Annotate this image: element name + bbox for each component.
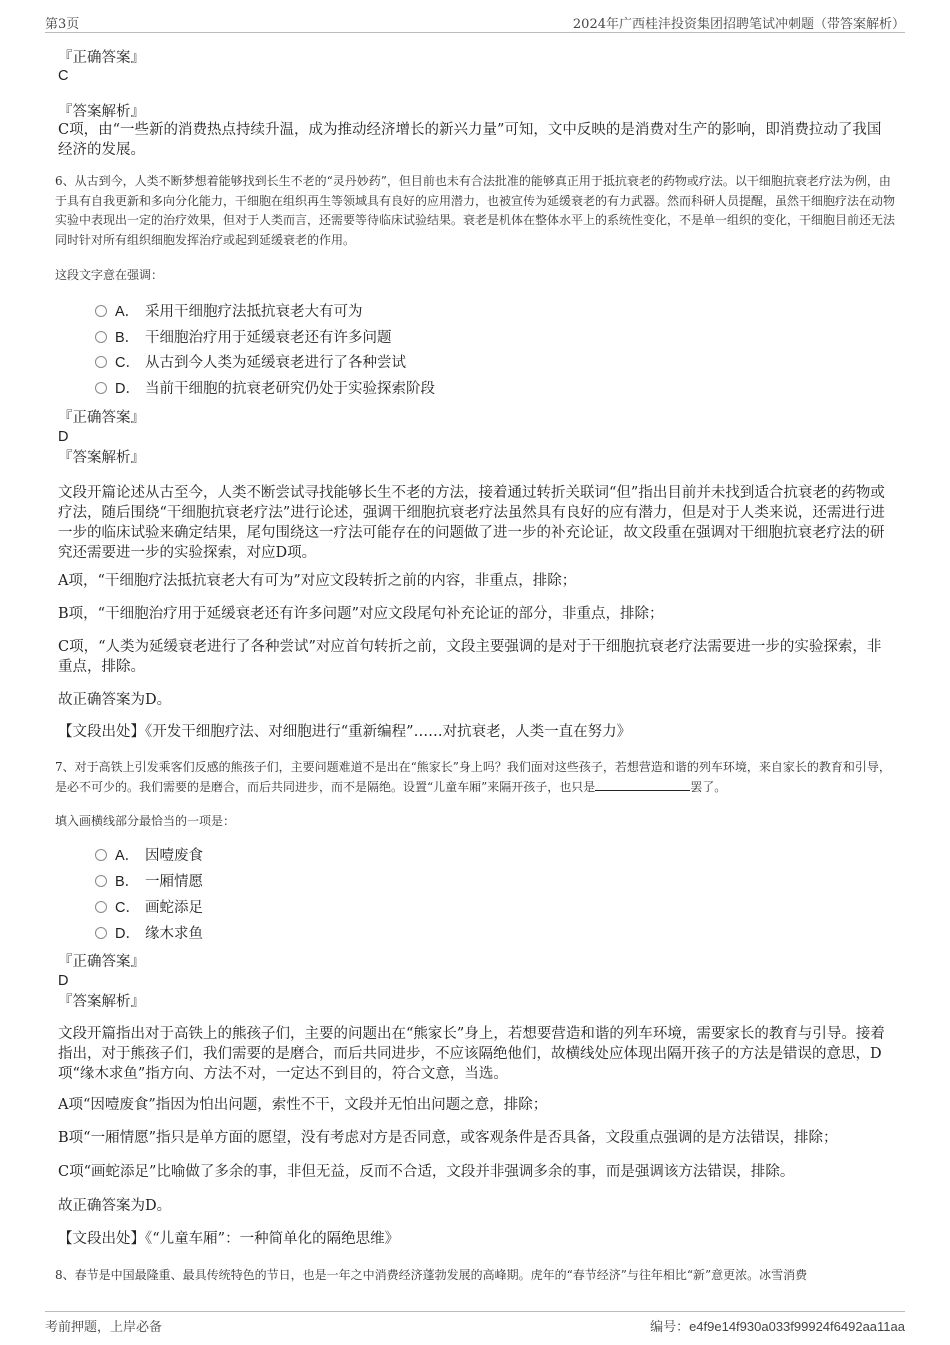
page-footer bbox=[45, 1311, 905, 1342]
q6-answer: D bbox=[58, 429, 69, 445]
page-header bbox=[45, 10, 905, 33]
fill-blank bbox=[595, 778, 690, 791]
radio-icon[interactable] bbox=[95, 305, 107, 317]
q7-source: 【文段出处】《“儿童车厢”：一种简单化的隔绝思维》 bbox=[58, 1231, 400, 1247]
q7-question-text: 7、对于高铁上引发乘客们反感的熊孩子们，主要问题难道不是出在“熊家长”身上吗？我们面对这些孩子，若想营造和谐的列车环境，来自家长的教育和引导，是必不可少的。我们需要的是磨合，而后共同进步，而不是隔绝。设置“儿童车厢”来隔开孩子，也只是 罢了。 bbox=[55, 760, 891, 794]
q7-answer-label: 『正确答案』 bbox=[58, 954, 145, 970]
q6-answer-label: 『正确答案』 bbox=[58, 410, 145, 426]
radio-icon[interactable] bbox=[95, 927, 107, 939]
q7-option-a[interactable]: A． 因噎废食 bbox=[95, 845, 203, 867]
q6-prompt: 这段文字意在强调： bbox=[55, 268, 164, 282]
q8-question-text: 8、春节是中国最隆重、最具传统特色的节日，也是一年之中消费经济蓬勃发展的高峰期。虎年的“春节经济”与往年相比“新”意更浓。冰雪消费 bbox=[55, 1268, 808, 1282]
q5-answer: C bbox=[58, 68, 69, 84]
q6-option-d[interactable]: D． 当前干细胞的抗衰老研究仍处于实验探索阶段 bbox=[95, 378, 435, 400]
q6-analysis-para-5: 故正确答案为D。 bbox=[58, 692, 172, 708]
q7-analysis-label: 『答案解析』 bbox=[58, 994, 145, 1010]
document-code: 编号：e4f9e14f930a033f99924f6492aa11aa bbox=[650, 1319, 905, 1334]
radio-icon[interactable] bbox=[95, 849, 107, 861]
q7-option-c[interactable]: C． 画蛇添足 bbox=[95, 897, 203, 919]
radio-icon[interactable] bbox=[95, 382, 107, 394]
radio-icon[interactable] bbox=[95, 901, 107, 913]
q7-analysis-para-4: C项“画蛇添足”比喻做了多余的事，非但无益，反而不合适，文段并非强调多余的事，而是强调该方法错误，排除。 bbox=[58, 1164, 795, 1180]
page-number: 第3页 bbox=[45, 17, 80, 32]
q7-analysis-para-2: A项“因噎废食”指因为怕出问题，索性不干，文段并无怕出问题之意，排除； bbox=[58, 1097, 548, 1113]
q6-analysis-para-1: 文段开篇论述从古至今，人类不断尝试寻找能够长生不老的方法，接着通过转折关联词“但”指出目前并未找到适合抗衰老的药物或疗法，随后围绕“干细胞抗衰老疗法”进行论述，强调干细胞抗衰老疗法虽然具有良好的应有潜力，但是对于人类来说，还需进行进一步的临床试验来确定结果，尾句围绕这一疗法可能存在的问题做了进一步的补充论证，故文段重在强调对干细胞抗衰老疗法的研究还需要进一步的实验探索，对应D项。 bbox=[58, 485, 885, 561]
q6-analysis-label: 『答案解析』 bbox=[58, 450, 145, 466]
q7-analysis-para-1: 文段开篇指出对于高铁上的熊孩子们，主要的问题出在“熊家长”身上，若想要营造和谐的列车环境，需要家长的教育与引导。接着指出，对于熊孩子们，我们需要的是磨合，而后共同进步，不应该隔绝他们，故横线处应体现出隔开孩子的方法是错误的意思，D项“缘木求鱼”指方向、方法不对，一定达不到目的，符合文意，当选。 bbox=[58, 1026, 885, 1082]
document-title: 2024年广西桂沣投资集团招聘笔试冲刺题（带答案解析） bbox=[572, 17, 905, 32]
q6-option-b[interactable]: B． 干细胞治疗用于延缓衰老还有许多问题 bbox=[95, 327, 392, 349]
radio-icon[interactable] bbox=[95, 356, 107, 368]
q7-option-b[interactable]: B． 一厢情愿 bbox=[95, 871, 203, 893]
q7-analysis-para-3: B项“一厢情愿”指只是单方面的愿望，没有考虑对方是否同意，或客观条件是否具备，文段重点强调的是方法错误，排除； bbox=[58, 1130, 838, 1146]
q6-analysis-para-2: A项，“干细胞疗法抵抗衰老大有可为”对应文段转折之前的内容，非重点，排除； bbox=[58, 573, 577, 589]
q7-answer: D bbox=[58, 973, 69, 989]
radio-icon[interactable] bbox=[95, 331, 107, 343]
q7-option-d[interactable]: D． 缘木求鱼 bbox=[95, 923, 203, 945]
q6-option-c[interactable]: C． 从古到今人类为延缓衰老进行了各种尝试 bbox=[95, 352, 406, 374]
q7-prompt: 填入画横线部分最恰当的一项是： bbox=[55, 814, 236, 828]
q5-analysis-label: 『答案解析』 bbox=[58, 104, 145, 120]
q7-analysis-para-5: 故正确答案为D。 bbox=[58, 1198, 172, 1214]
radio-icon[interactable] bbox=[95, 875, 107, 887]
footer-slogan: 考前押题，上岸必备 bbox=[45, 1320, 163, 1335]
q6-option-a[interactable]: A． 采用干细胞疗法抵抗衰老大有可为 bbox=[95, 301, 363, 323]
q5-answer-label: 『正确答案』 bbox=[58, 50, 145, 66]
q6-question-text: 6、从古到今，人类不断梦想着能够找到长生不老的“灵丹妙药”，但目前也未有合法批准的能够真正用于抵抗衰老的药物或疗法。以干细胞抗衰老疗法为例，由于具有自我更新和多向分化能力，干细胞在组织再生等领域具有良好的应用潜力，也被宣传为延缓衰老的有力武器。然而科研人员提醒，虽然干细胞疗法在动物实验中表现出一定的治疗效果，但对于人类而言，还需要等待临床试验结果。衰老是机体在整体水平上的系统性变化，不是单一组织的变化，干细胞目前还无法同时针对所有组织细胞发挥治疗或起到延缓衰老的作用。 bbox=[55, 174, 896, 247]
q6-analysis-para-3: B项，“干细胞治疗用于延缓衰老还有许多问题”对应文段尾句补充论证的部分，非重点，排除； bbox=[58, 606, 664, 622]
q6-source: 【文段出处】《开发干细胞疗法、对细胞进行“重新编程”……对抗衰老，人类一直在努力》 bbox=[58, 724, 632, 740]
q5-analysis: C项，由“一些新的消费热点持续升温，成为推动经济增长的新兴力量”可知，文中反映的是消费对生产的影响，即消费拉动了我国经济的发展。 bbox=[58, 122, 882, 158]
q6-analysis-para-4: C项，“人类为延缓衰老进行了各种尝试”对应首句转折之前，文段主要强调的是对于干细胞抗衰老疗法需要进一步的实验探索，非重点，排除。 bbox=[58, 639, 882, 675]
